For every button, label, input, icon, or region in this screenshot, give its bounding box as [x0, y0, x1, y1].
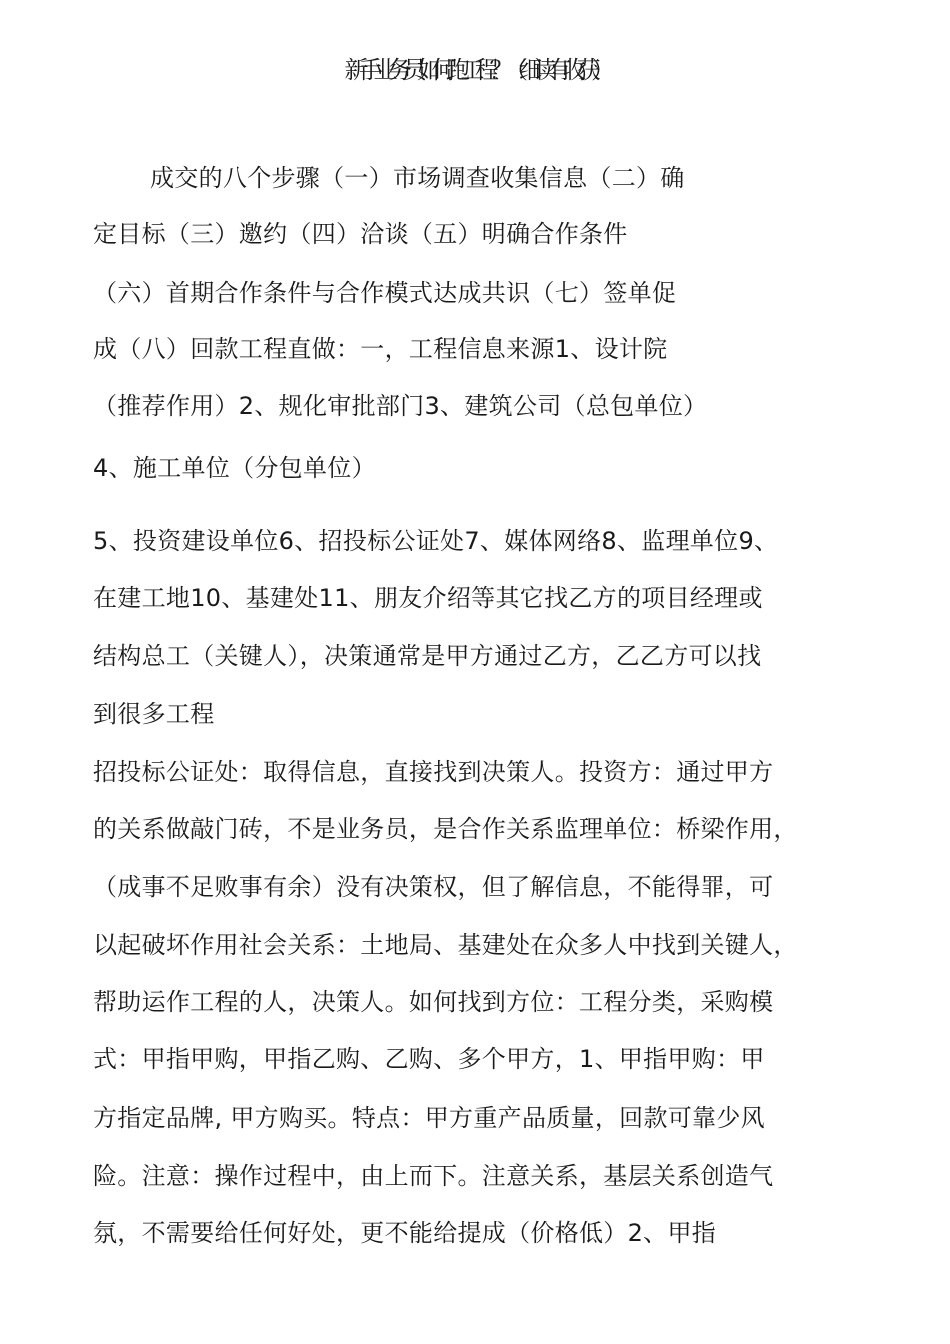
body-line-5: （推荐作用）2、规化审批部门3、建筑公司（总包单位）: [93, 392, 708, 420]
body-line-15: 帮助运作工程的人，决策人。如何找到方位：工程分类，采购模: [93, 988, 774, 1016]
body-line-12: 的关系做敲门砖，不是业务员，是合作关系监理单位：桥梁作用，: [93, 815, 798, 843]
body-line-7: 5、投资建设单位6、招投标公证处7、媒体网络8、监理单位9、: [93, 527, 779, 555]
body-line-8: 在建工地10、基建处11、朋友介绍等其它找乙方的项目经理或: [93, 584, 763, 612]
body-line-14: 以起破坏作用社会关系：土地局、基建处在众多人中找到关键人，: [93, 931, 798, 959]
body-line-18: 险。注意：操作过程中，由上而下。注意关系，基层关系创造气: [93, 1162, 774, 1190]
body-line-2: 定目标（三）邀约（四）洽谈（五）明确合作条件: [93, 220, 628, 248]
document-title: 新手业务员如何跑工程？（细读有收获）: [344, 56, 606, 84]
body-line-3: （六）首期合作条件与合作模式达成共识（七）签单促: [93, 279, 677, 307]
body-line-1: 成交的八个步骤（一）市场调查收集信息（二）确: [150, 164, 685, 192]
body-line-10: 到很多工程: [93, 700, 215, 728]
body-line-19: 氛，不需要给任何好处，更不能给提成（价格低）2、甲指: [93, 1219, 717, 1247]
body-line-13: （成事不足败事有余）没有决策权，但了解信息，不能得罪，可: [93, 873, 774, 901]
body-line-16: 式：甲指甲购，甲指乙购、乙购、多个甲方，1、甲指甲购：甲: [93, 1045, 765, 1073]
body-line-17: 方指定品牌, 甲方购买。特点：甲方重产品质量，回款可靠少风: [93, 1104, 765, 1132]
body-line-11: 招投标公证处：取得信息，直接找到决策人。投资方：通过甲方: [93, 758, 774, 786]
body-line-6: 4、施工单位（分包单位）: [93, 454, 376, 482]
body-line-4: 成（八）回款工程直做：一，工程信息来源1、设计院: [93, 335, 668, 363]
body-line-9: 结构总工（关键人），决策通常是甲方通过乙方，乙乙方可以找: [93, 642, 762, 670]
